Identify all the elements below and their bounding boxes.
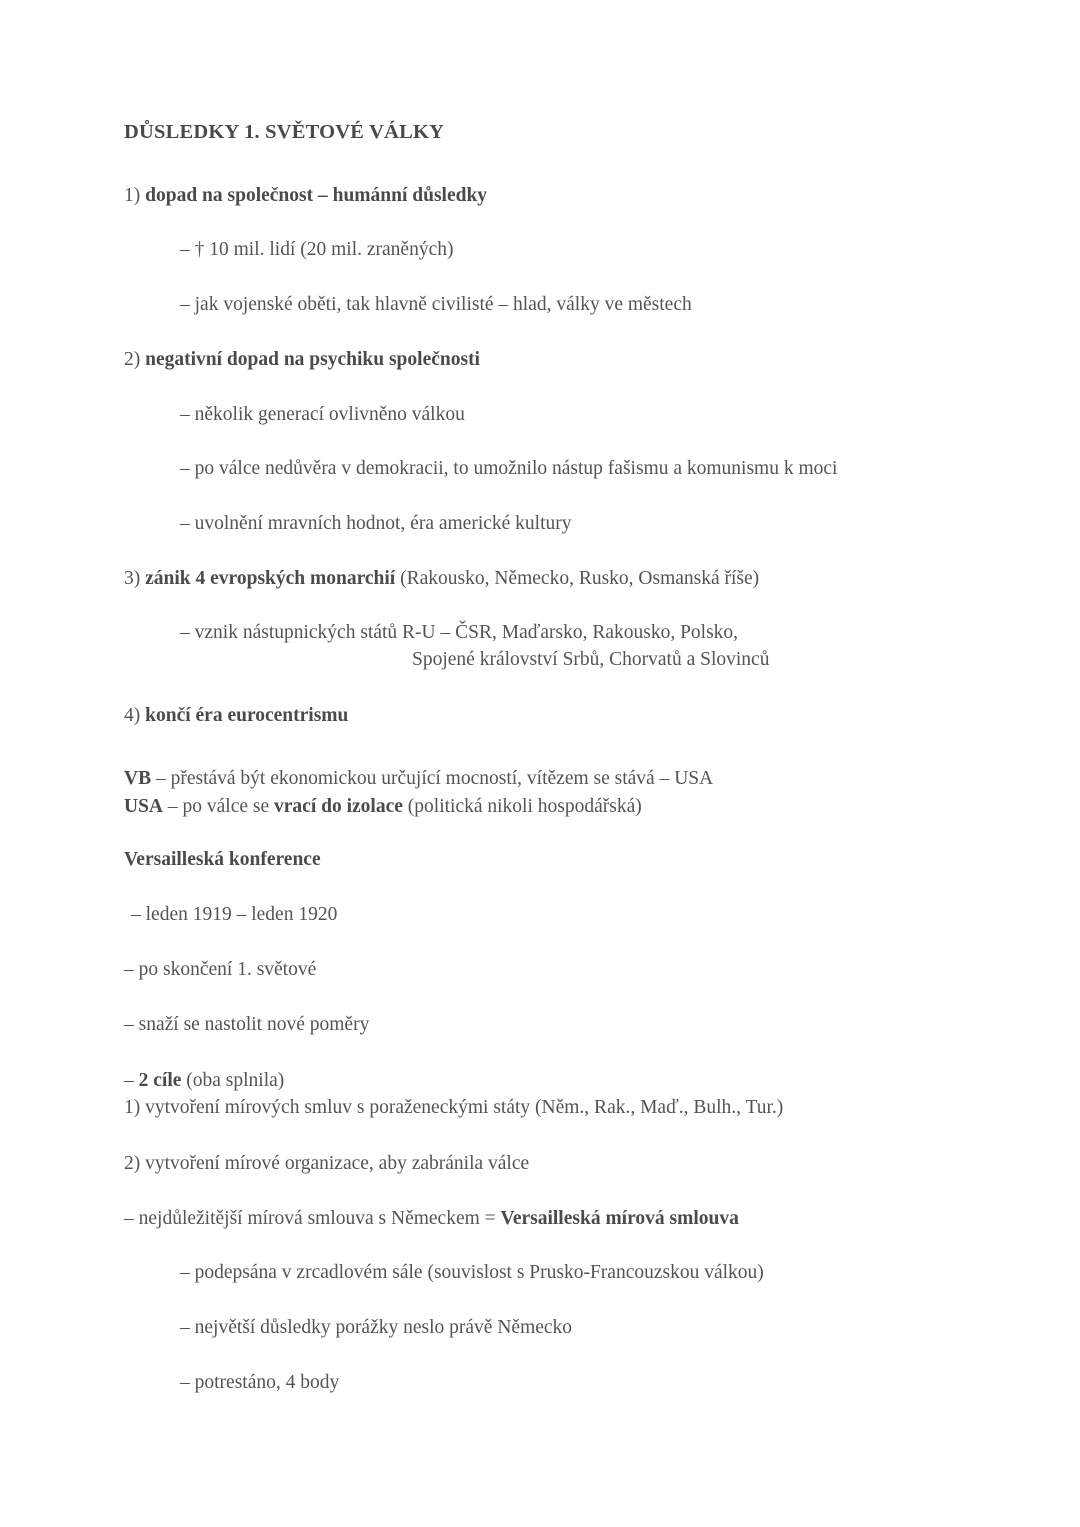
section-heading-4 bbox=[124, 703, 960, 729]
conference-dates: – leden 1919 – leden 1920 bbox=[131, 904, 338, 926]
treaty-bullet-1: – podepsána v zrcadlovém sále (souvislost s Prusko-Francouzskou válkou) bbox=[180, 1262, 764, 1284]
goals-tail: (oba splnila) bbox=[181, 1069, 285, 1091]
treaty-text-pre: – nejdůležitější mírová smlouva s Německem = bbox=[124, 1207, 501, 1229]
bullet-3-1-line1: – vznik nástupnických států R-U – ČSR, Maďarsko, Rakousko, Polsko, bbox=[180, 622, 739, 644]
section-heading-1 bbox=[124, 183, 960, 209]
goal-2: 2) vytvoření mírové organizace, aby zabránila válce bbox=[124, 1152, 530, 1174]
section-heading-3 bbox=[124, 566, 960, 592]
usa-text-pre: – po válce se bbox=[163, 795, 275, 817]
usa-label: USA bbox=[124, 795, 164, 817]
section-title-4: končí éra eurocentrismu bbox=[145, 705, 349, 727]
section-title-1: dopad na společnost – humánní důsledky bbox=[145, 184, 488, 206]
bullet-2-3: – uvolnění mravních hodnot, éra americké kultury bbox=[180, 513, 572, 534]
bullet-3-1-line2: Spojené království Srbů, Chorvatů a Slovinců bbox=[412, 649, 770, 671]
treaty-name: Versailleská mírová smlouva bbox=[500, 1207, 739, 1229]
vb-label: VB bbox=[124, 768, 152, 790]
treaty-line bbox=[124, 1206, 960, 1232]
section-title-2: negativní dopad na psychiku společnosti bbox=[145, 348, 480, 370]
section-number-4: 4) bbox=[124, 705, 141, 727]
treaty-bullet-3: – potrestáno, 4 body bbox=[180, 1371, 340, 1393]
conference-heading: Versailleská konference bbox=[124, 849, 321, 871]
usa-isolation-bold: vrací do izolace bbox=[274, 795, 403, 817]
bullet-1-1: – † 10 mil. lidí (20 mil. zraněných) bbox=[180, 239, 454, 261]
goals-count: 2 cíle bbox=[138, 1069, 182, 1091]
treaty-bullet-2: – největší důsledky porážky neslo právě Německo bbox=[180, 1317, 573, 1339]
section-number-2: 2) bbox=[124, 348, 141, 370]
page-title: DŮSLEDKY 1. SVĚTOVÉ VÁLKY bbox=[124, 121, 445, 143]
section-title-3-tail: (Rakousko, Německo, Rusko, Osmanská říše) bbox=[395, 567, 760, 589]
goals-dash: – bbox=[124, 1069, 139, 1091]
conference-goals bbox=[124, 1067, 960, 1122]
section-number-1: 1) bbox=[124, 184, 141, 206]
bullet-3-1 bbox=[180, 620, 960, 674]
vb-text: – přestává být ekonomickou určující mocností, vítězem se stává – USA bbox=[151, 768, 714, 790]
conference-new-order: – snaží se nastolit nové poměry bbox=[124, 1013, 370, 1035]
section-heading-2 bbox=[124, 347, 960, 373]
section-title-3: zánik 4 evropských monarchií bbox=[145, 567, 396, 589]
conference-after-war: – po skončení 1. světové bbox=[124, 959, 317, 981]
bullet-2-2: – po válce nedůvěra v demokracii, to umožnilo nástup fašismu a komunismu k moci bbox=[180, 458, 838, 480]
section-number-3: 3) bbox=[124, 567, 141, 589]
powers-paragraph bbox=[124, 765, 960, 820]
bullet-1-2: – jak vojenské oběti, tak hlavně civilisté – hlad, války ve městech bbox=[180, 294, 692, 316]
goal-1: 1) vytvoření mírových smluv s poraženeckými státy (Něm., Rak., Maď., Bulh., Tur.) bbox=[124, 1097, 784, 1119]
usa-text-post: (politická nikoli hospodářská) bbox=[402, 795, 642, 817]
bullet-2-1: – několik generací ovlivněno válkou bbox=[180, 403, 465, 425]
